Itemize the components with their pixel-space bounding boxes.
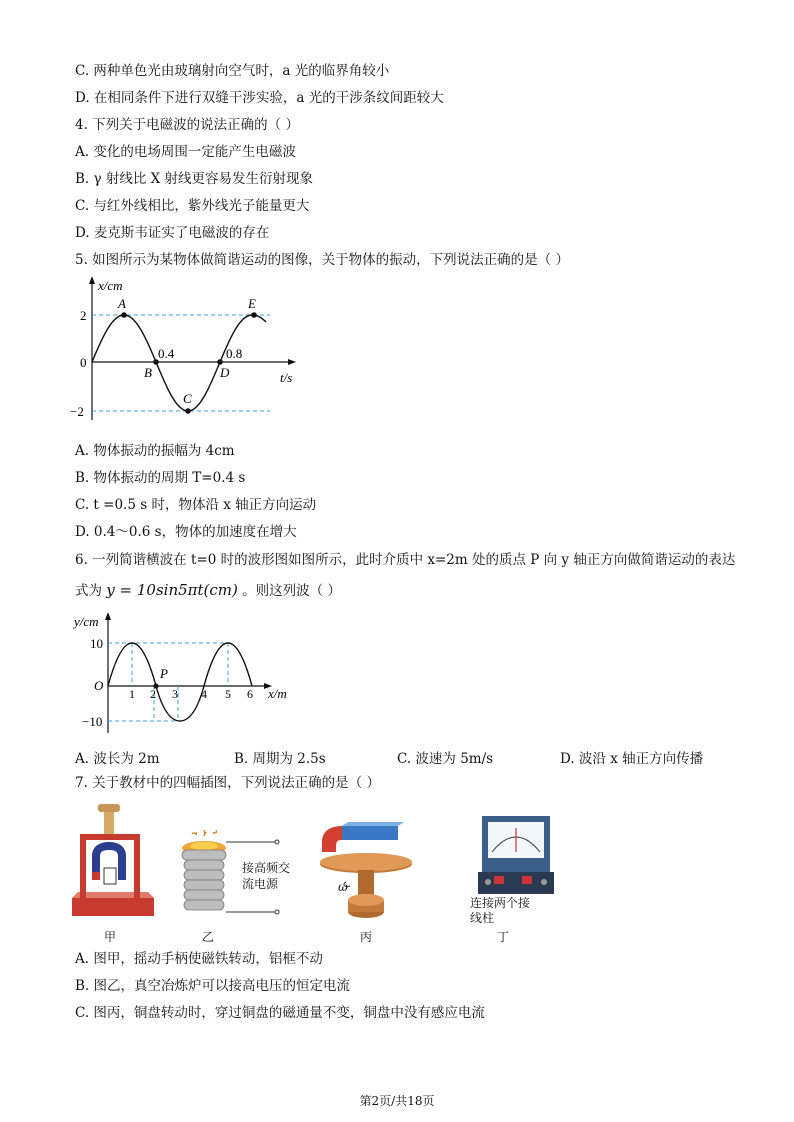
svg-text:4: 4 (201, 687, 207, 701)
svg-text:D: D (220, 365, 230, 380)
svg-text:P: P (160, 666, 168, 681)
figure-ding-galvanometer (476, 812, 556, 898)
label-hf-source: 接高频交 流电源 (242, 861, 291, 891)
q6-wave-curve (108, 643, 252, 721)
q3-option-c: C. 两种单色光由玻璃射向空气时，a 光的临界角较小 (75, 63, 390, 79)
svg-text:B: B (144, 365, 152, 380)
q6-stem-line2: 式为 y = 10sin5πt(cm) 。则这列波（ ） (75, 581, 341, 599)
svg-text:−2: −2 (70, 404, 84, 419)
q4-option-c: C. 与红外线相比，紫外线光子能量更大 (75, 198, 310, 214)
q4-stem: 4. 下列关于电磁波的说法正确的（ ） (75, 117, 299, 133)
svg-text:E: E (248, 296, 256, 311)
q7-option-a: A. 图甲，摇动手柄使磁铁转动，铝框不动 (75, 951, 323, 967)
q7-option-c: C. 图丙，铜盘转动时，穿过铜盘的磁通量不变，铜盘中没有感应电流 (75, 1005, 485, 1021)
svg-text:6: 6 (247, 687, 253, 701)
label-connect-terminals: 连接两个接 线柱 (470, 896, 531, 925)
q5-y-label: x/cm (98, 278, 123, 293)
svg-text:2: 2 (80, 308, 87, 323)
svg-text:O: O (94, 678, 104, 693)
q3-option-d: D. 在相同条件下进行双缝干涉实验，a 光的干涉条纹间距较大 (75, 90, 444, 106)
q5-oscillation-graph (70, 270, 310, 430)
q7-option-b: B. 图乙，真空冶炼炉可以接高电压的恒定电流 (75, 978, 351, 994)
q5-x-label: t/s (280, 370, 293, 385)
figure-bing-copper-disc (316, 822, 416, 926)
q5-option-d: D. 0.4～0.6 s，物体的加速度在增大 (75, 524, 297, 540)
q7-stem: 7. 关于教材中的四幅插图，下列说法正确的是（ ） (75, 775, 380, 791)
svg-text:A: A (118, 296, 126, 311)
q5-option-a: A. 物体振动的振幅为 4cm (75, 443, 235, 459)
svg-text:0: 0 (80, 355, 87, 370)
q6-option-a: A. 波长为 2m (75, 751, 160, 767)
q6-option-b: B. 周期为 2.5s (234, 751, 326, 767)
caption-bing: 丙 (360, 930, 373, 944)
page-footer: 第2页/共18页 (359, 1094, 435, 1108)
caption-jia: 甲 (104, 930, 117, 944)
svg-text:3: 3 (172, 687, 178, 701)
q6-stem-line1: 6. 一列简谐横波在 t=0 时的波形图如图所示，此时介质中 x=2m 处的质点 P 向 y 轴正方向做简谐运动的表达 (75, 552, 736, 568)
svg-text:x/m: x/m (268, 686, 287, 701)
q4-option-d: D. 麦克斯韦证实了电磁波的存在 (75, 225, 270, 241)
svg-text:−10: −10 (82, 714, 103, 729)
svg-text:2: 2 (150, 687, 156, 701)
q6-option-c: C. 波速为 5m/s (397, 751, 494, 767)
q5-option-b: B. 物体振动的周期 T=0.4 s (75, 470, 246, 486)
q6-option-d: D. 波沿 x 轴正方向传播 (560, 751, 704, 767)
svg-text:1: 1 (129, 687, 135, 701)
svg-text:0.4: 0.4 (158, 346, 175, 361)
svg-text:5: 5 (225, 687, 231, 701)
q6-formula: y = 10sin5πt(cm) (106, 581, 238, 599)
q6-wave-graph (70, 608, 310, 736)
figure-jia-rotating-magnet (68, 798, 158, 928)
svg-text:0.8: 0.8 (226, 346, 243, 361)
q5-curve (92, 315, 266, 411)
caption-ding: 丁 (497, 930, 510, 944)
q4-option-b: B. γ 射线比 X 射线更容易发生衍射现象 (75, 171, 314, 187)
q4-option-a: A. 变化的电场周围一定能产生电磁波 (75, 144, 296, 160)
svg-text:y/cm: y/cm (74, 614, 99, 629)
caption-yi: 乙 (202, 930, 215, 944)
q5-option-c: C. t =0.5 s 时，物体沿 x 轴正方向运动 (75, 497, 317, 513)
label-omega: ω (338, 880, 348, 894)
svg-text:C: C (183, 391, 192, 406)
q5-stem: 5. 如图所示为某物体做简谐运动的图像，关于物体的振动，下列说法正确的是（ ） (75, 252, 569, 268)
svg-text:10: 10 (90, 636, 103, 651)
